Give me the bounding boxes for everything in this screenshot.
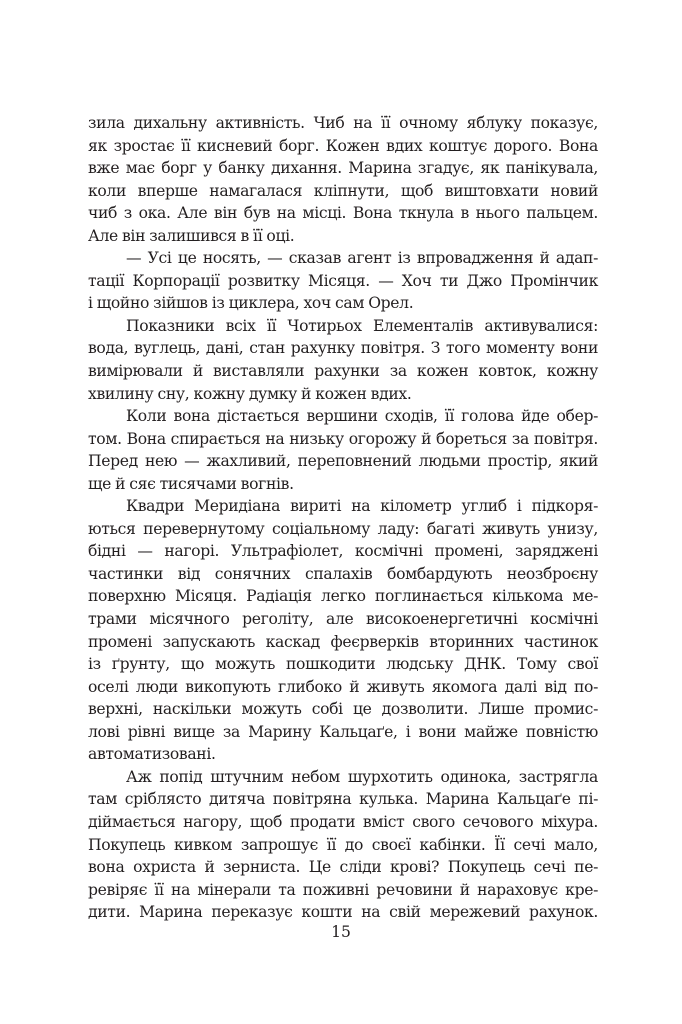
text-line: оселі люди викопують глибоко й живуть якомога далі від по-	[88, 677, 598, 696]
text-line: тації Корпорації розвитку Місяця. — Хоч ти Джо Промінчик	[88, 271, 598, 290]
text-line: Аж попід штучним небом шурхотить одинока, застрягла	[126, 767, 598, 786]
text-line: Квадри Меридіана вириті на кілометр углиб і підкоря-	[126, 497, 598, 516]
text-line: Покупець кивком запрошує її до своєї кабінки. Її сечі мало,	[88, 835, 598, 854]
paragraph	[88, 315, 598, 405]
text-line: автоматизовані.	[88, 745, 216, 764]
text-line: як зростає її кисневий борг. Кожен вдих коштує дорого. Вона	[88, 136, 598, 155]
text-line: вже має борг у банку дихання. Марина згадує, як панікувала,	[88, 159, 598, 178]
text-line: Але він залишився в її оці.	[88, 226, 295, 245]
paragraph	[88, 247, 598, 315]
text-line: вимірювали й виставляли рахунки за кожен ковток, кожну	[88, 362, 598, 381]
text-line: там сріблясто дитяча повітряна кулька. Марина Кальцаґе пі-	[88, 790, 598, 809]
text-line: чиб з ока. Але він був на місці. Вона ткнула в нього пальцем.	[88, 204, 598, 223]
paragraph	[88, 405, 598, 495]
text-line: хвилину сну, кожну думку й кожен вдих.	[88, 384, 412, 403]
text-line: верхні, наскільки можуть собі це дозволити. Лише промис-	[88, 700, 598, 719]
text-line: вода, вуглець, дані, стан рахунку повітря. З того моменту вони	[88, 339, 598, 358]
paragraph	[88, 495, 598, 766]
text-line: Коли вона дістається вершини сходів, її голова йде обер-	[126, 407, 598, 426]
text-line: із ґрунту, що можуть пошкодити людську ДНК. Тому свої	[88, 655, 598, 674]
text-line: коли вперше намагалася кліпнути, щоб виштовхати новий	[88, 181, 598, 200]
text-line: трами місячного реголіту, але високоенергетичні космічні	[88, 610, 598, 629]
text-line: частинки від сонячних спалахів бомбардують неозброєну	[88, 564, 598, 583]
text-line: Перед нею — жахливий, переповнений людьми простір, який	[88, 452, 598, 471]
page-body	[88, 112, 598, 924]
text-line: ревіряє її на мінерали та поживні речовини й нараховує кре-	[88, 880, 598, 899]
text-line: поверхню Місяця. Радіація легко поглинається кількома ме-	[88, 587, 598, 606]
text-line: бідні — нагорі. Ультрафіолет, космічні промені, заряджені	[88, 542, 598, 561]
text-line: і щойно зійшов із циклера, хоч сам Орел.	[88, 294, 414, 313]
text-line: діймається нагору, щоб продати вміст свого сечового міхура.	[88, 812, 598, 831]
text-line: Показники всіх її Чотирьох Елементалів активувалися:	[126, 316, 598, 335]
text-line: дити. Марина переказує кошти на свій мережевий рахунок.	[88, 903, 598, 922]
text-line: том. Вона спирається на низьку огорожу й бореться за повітря.	[88, 429, 598, 448]
text-line: — Усі це носять, — сказав агент із впровадження й адап-	[126, 249, 598, 268]
text-line: промені запускають каскад феєрверків вторинних частинок	[88, 632, 598, 651]
text-line: вона охриста й зерниста. Це сліди крові? Покупець сечі пе-	[88, 858, 598, 877]
paragraph	[88, 766, 598, 924]
page-number: 15	[331, 923, 351, 941]
paragraph	[88, 112, 598, 247]
text-line: зила дихальну активність. Чиб на її очному яблуку показує,	[88, 114, 598, 132]
text-line: ще й сяє тисячами вогнів.	[88, 474, 294, 493]
text-line: лові рівні вище за Марину Кальцаґе, і вони майже повністю	[88, 722, 598, 741]
text-line: ються перевернутому соціальному ладу: багаті живуть унизу,	[88, 519, 598, 538]
